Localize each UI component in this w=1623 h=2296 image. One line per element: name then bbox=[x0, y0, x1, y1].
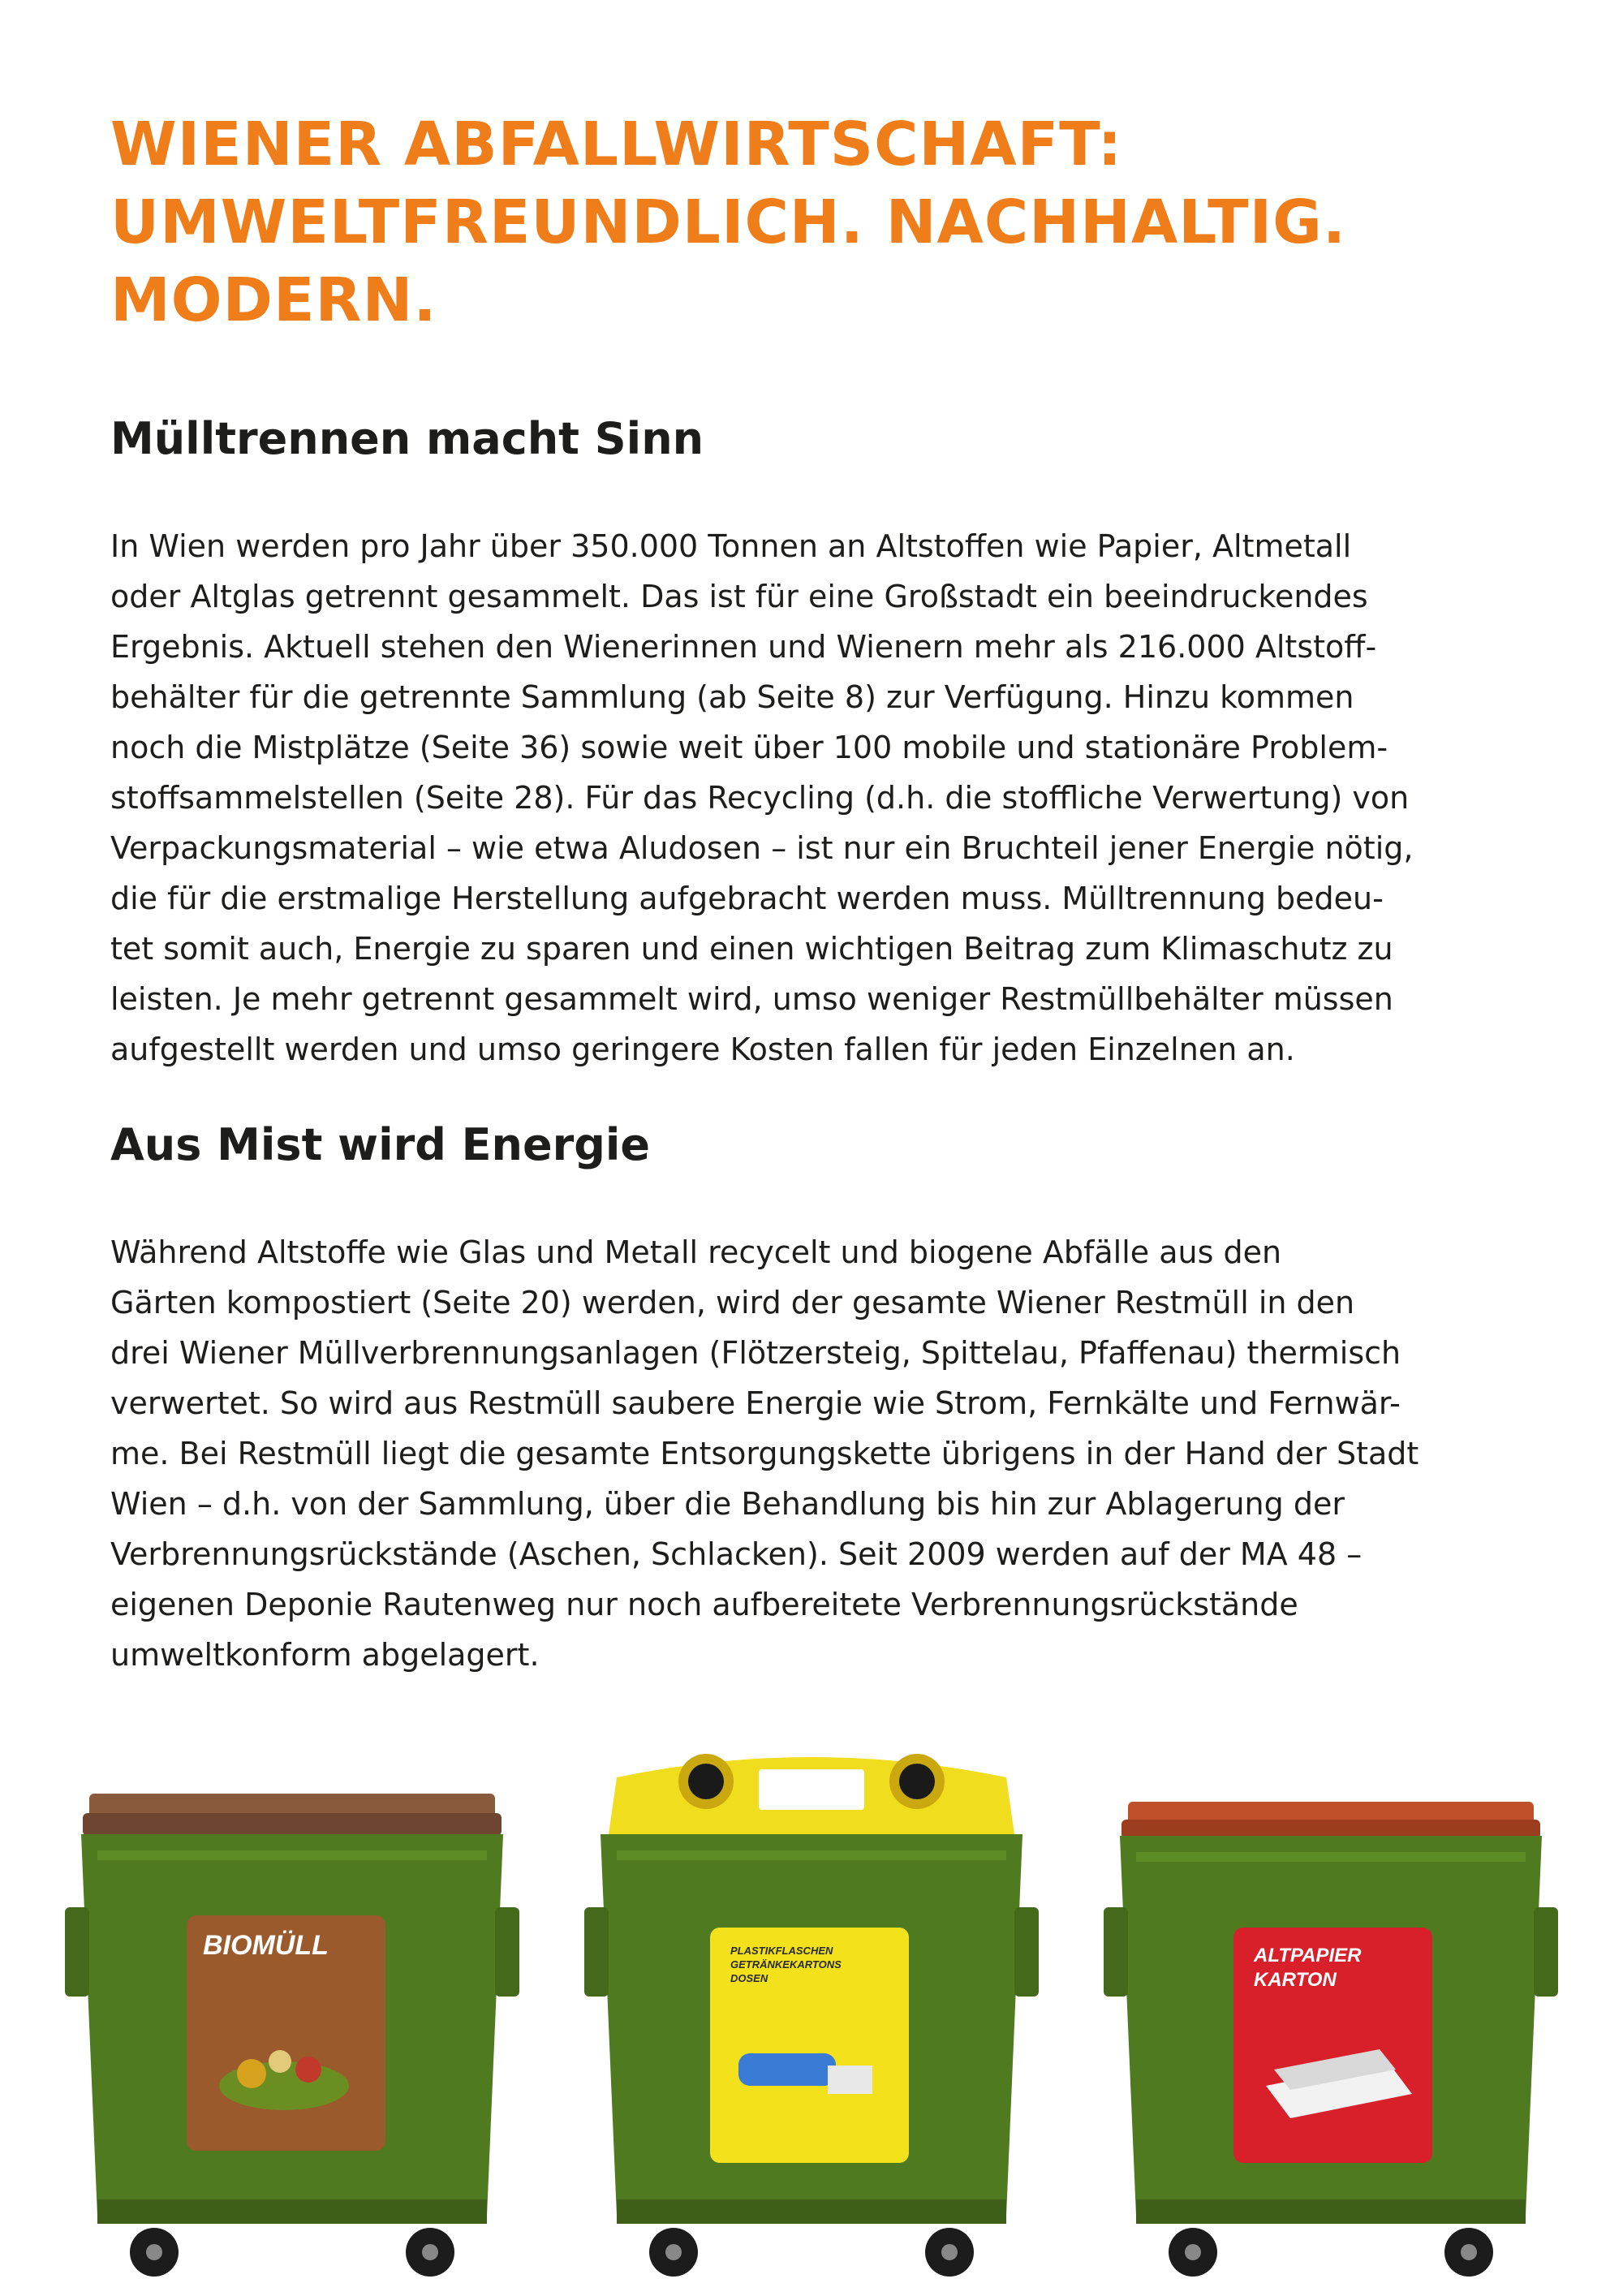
text-line: tet somit auch, Energie zu sparen und einen wichtigen Beitrag zum Klimaschutz zu bbox=[110, 931, 1393, 967]
section-title-muelltrennen: Mülltrennen macht Sinn bbox=[110, 413, 704, 464]
bin-biomuell bbox=[65, 1745, 519, 2289]
bin-biomuell-graphic bbox=[65, 1745, 519, 2289]
paragraph-energie bbox=[110, 1227, 1539, 1680]
bin-plastik bbox=[584, 1745, 1039, 2289]
text-line: umweltkonform abgelagert. bbox=[110, 1637, 540, 1673]
paragraph-muelltrennen bbox=[110, 521, 1539, 1075]
headline-line: MODERN. bbox=[110, 265, 437, 335]
text-line: Verpackungsmaterial – wie etwa Aludosen – ist nur ein Bruchteil jener Energie nötig, bbox=[110, 830, 1414, 866]
bin-label-biomuell: BIOMÜLL bbox=[203, 1930, 329, 1961]
text-line: Während Altstoffe wie Glas und Metall recycelt und biogene Abfälle aus den bbox=[110, 1234, 1282, 1270]
bin-plastik-graphic bbox=[584, 1745, 1039, 2289]
text-line: In Wien werden pro Jahr über 350.000 Tonnen an Altstoffen wie Papier, Altmetall bbox=[110, 528, 1352, 564]
text-line: Gärten kompostiert (Seite 20) werden, wird der gesamte Wiener Restmüll in den bbox=[110, 1285, 1355, 1320]
text-line: noch die Mistplätze (Seite 36) sowie weit über 100 mobile und stationäre Problem- bbox=[110, 730, 1388, 765]
page-headline bbox=[110, 106, 1539, 339]
text-line: stoffsammelstellen (Seite 28). Für das Recycling (d.h. die stoffliche Verwertung) von bbox=[110, 780, 1410, 816]
bin-label-line: KARTON bbox=[1254, 1969, 1337, 1991]
bin-label-line: PLASTIKFLASCHEN bbox=[730, 1945, 833, 1957]
bin-label-altpapier bbox=[1254, 1944, 1361, 1992]
bin-altpapier-graphic bbox=[1104, 1745, 1558, 2289]
bin-label-line: GETRÄNKEKARTONS bbox=[730, 1958, 842, 1971]
text-line: drei Wiener Müllverbrennungsanlagen (Flötzersteig, Spittelau, Pfaffenau) thermisch bbox=[110, 1335, 1401, 1371]
text-line: oder Altglas getrennt gesammelt. Das ist für eine Großstadt ein beeindruckendes bbox=[110, 579, 1368, 614]
text-line: aufgestellt werden und umso geringere Kosten fallen für jeden Einzelnen an. bbox=[110, 1032, 1295, 1067]
section-title-energie: Aus Mist wird Energie bbox=[110, 1119, 651, 1170]
text-line: Verbrennungsrückstände (Aschen, Schlacken). Seit 2009 werden auf der MA 48 – bbox=[110, 1536, 1363, 1572]
headline-line: UMWELTFREUNDLICH. NACHHALTIG. bbox=[110, 187, 1347, 257]
text-line: verwertet. So wird aus Restmüll saubere Energie wie Strom, Fernkälte und Fernwär- bbox=[110, 1385, 1401, 1421]
text-line: leisten. Je mehr getrennt gesammelt wird, umso weniger Restmüllbehälter müssen bbox=[110, 981, 1393, 1017]
text-line: die für die erstmalige Herstellung aufgebracht werden muss. Mülltrennung bedeu- bbox=[110, 881, 1384, 916]
text-line: eigenen Deponie Rautenweg nur noch aufbereitete Verbrennungsrückstände bbox=[110, 1587, 1298, 1622]
bin-label-plastik bbox=[730, 1944, 842, 1985]
bin-label-line: DOSEN bbox=[730, 1972, 768, 1984]
text-line: behälter für die getrennte Sammlung (ab Seite 8) zur Verfügung. Hinzu kommen bbox=[110, 679, 1354, 715]
headline-line: WIENER ABFALLWIRTSCHAFT: bbox=[110, 110, 1123, 179]
waste-bins-photo bbox=[0, 1745, 1623, 2296]
text-line: Wien – d.h. von der Sammlung, über die Behandlung bis hin zur Ablagerung der bbox=[110, 1486, 1345, 1522]
text-line: me. Bei Restmüll liegt die gesamte Entsorgungskette übrigens in der Hand der Stadt bbox=[110, 1436, 1419, 1471]
bin-altpapier bbox=[1104, 1745, 1558, 2289]
text-line: Ergebnis. Aktuell stehen den Wienerinnen und Wienern mehr als 216.000 Altstoff- bbox=[110, 629, 1377, 665]
bin-label-line: ALTPAPIER bbox=[1254, 1945, 1362, 1966]
